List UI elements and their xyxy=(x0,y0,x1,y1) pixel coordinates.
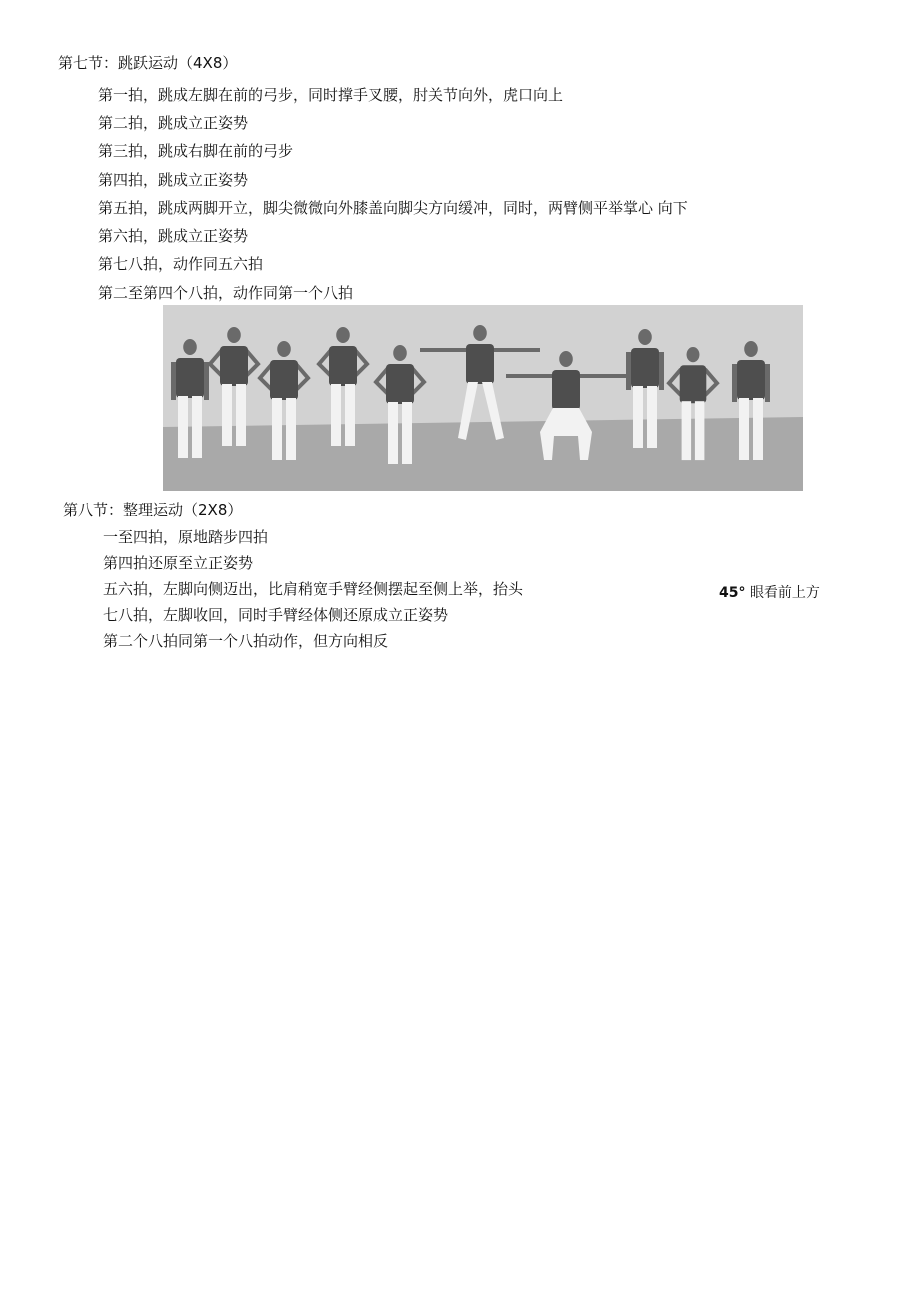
figure-torso xyxy=(552,370,580,410)
figure-arm-left xyxy=(171,362,176,400)
figure-leg-right xyxy=(286,398,296,460)
figure-torso xyxy=(680,365,707,403)
figure-leg-left xyxy=(272,398,282,460)
figure-torso xyxy=(329,346,357,386)
figure-leg-left xyxy=(682,401,692,460)
section8-line-4: 七八拍，左脚收回，同时手臂经体侧还原成立正姿势 xyxy=(103,606,449,624)
gaze-note xyxy=(719,583,820,603)
figure-leg-right xyxy=(695,401,705,460)
section7-line-4: 第四拍，跳成立正姿势 xyxy=(98,171,249,189)
figure-torso xyxy=(631,348,659,388)
section8-line-5: 第二个八拍同第一个八拍动作，但方向相反 xyxy=(103,632,389,650)
figure-torso xyxy=(270,360,298,400)
section7-line-6: 第六拍，跳成立正姿势 xyxy=(98,227,249,245)
figure-leg-right xyxy=(192,396,202,458)
jumping-exercise-photo xyxy=(163,305,803,491)
figure-head xyxy=(559,351,573,367)
figure-arm-right xyxy=(204,362,209,400)
section7-title: 第七节：跳跃运动（4X8） xyxy=(58,54,238,72)
figure-head xyxy=(687,347,700,362)
figure-head xyxy=(227,327,241,343)
section7-line-5: 第五拍，跳成两脚开立，脚尖微微向外膝盖向脚尖方向缓冲，同时，两臂侧平举掌心 向下 xyxy=(98,199,688,217)
figure-leg-right xyxy=(345,384,355,446)
gaze-degree: 45° xyxy=(719,585,746,601)
section8-line-3: 五六拍，左脚向侧迈出，比肩稍宽手臂经侧摆起至侧上举，抬头 xyxy=(103,580,524,598)
section8-line-1: 一至四拍，原地踏步四拍 xyxy=(103,528,269,546)
figure-torso xyxy=(176,358,204,398)
figure-torso xyxy=(220,346,248,386)
figure-leg-left xyxy=(222,384,232,446)
figure-torso xyxy=(386,364,414,404)
section8-title: 第八节：整理运动（2X8） xyxy=(63,501,243,519)
figure-arm-left xyxy=(732,364,737,402)
figure-leg-right xyxy=(753,398,763,460)
section7-line-7: 第七八拍，动作同五六拍 xyxy=(98,255,264,273)
figure-torso xyxy=(466,344,494,384)
figure-leg-left xyxy=(633,386,643,448)
figure-leg-right xyxy=(647,386,657,448)
section7-line-2: 第二拍，跳成立正姿势 xyxy=(98,114,249,132)
figure-leg-left xyxy=(331,384,341,446)
figure-arm-left xyxy=(626,352,631,390)
figure-arm-right xyxy=(765,364,770,402)
figure-head xyxy=(744,341,758,357)
figure-leg-right xyxy=(402,402,412,464)
figure-head xyxy=(393,345,407,361)
figure-head xyxy=(473,325,487,341)
section8-line-2: 第四拍还原至立正姿势 xyxy=(103,554,254,572)
figure-head xyxy=(277,341,291,357)
gaze-text: 眼看前上方 xyxy=(749,585,820,601)
figure-leg-right xyxy=(236,384,246,446)
section7-line-3: 第三拍，跳成右脚在前的弓步 xyxy=(98,142,294,160)
figure-head xyxy=(183,339,197,355)
figure-torso xyxy=(737,360,765,400)
figure-leg-left xyxy=(178,396,188,458)
figure-head xyxy=(638,329,652,345)
figure-leg-left xyxy=(739,398,749,460)
figure-leg-left xyxy=(388,402,398,464)
section7-line-1: 第一拍，跳成左脚在前的弓步，同时撑手叉腰，肘关节向外，虎口向上 xyxy=(98,86,564,104)
figure-arm-right xyxy=(659,352,664,390)
section7-line-8: 第二至第四个八拍，动作同第一个八拍 xyxy=(98,284,354,302)
figure-head xyxy=(336,327,350,343)
